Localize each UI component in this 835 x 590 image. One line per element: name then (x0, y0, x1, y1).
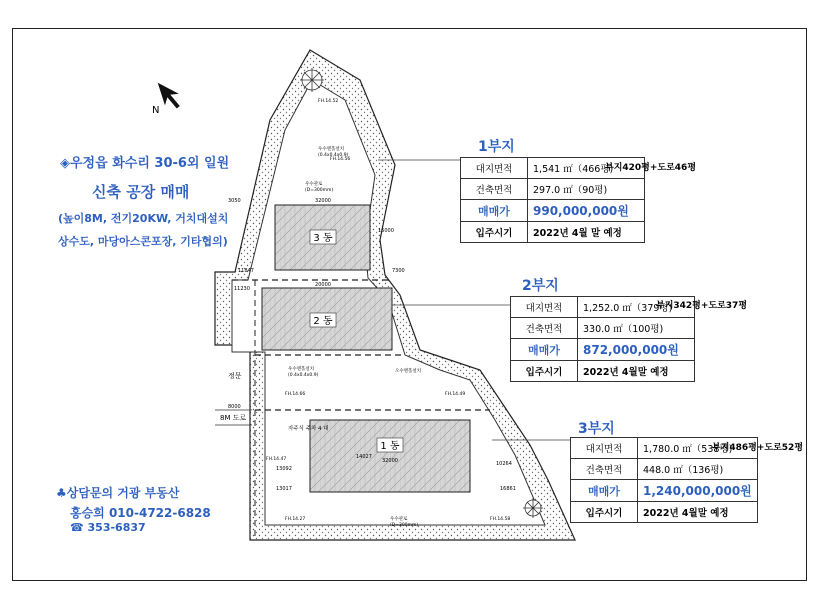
lot-val: 330.0 ㎡（100평) (578, 318, 695, 339)
dim-label: 16000 (378, 228, 394, 234)
lot-key: 건축면적 (571, 459, 638, 480)
lot-val: 1,541 ㎡（466평) (528, 158, 645, 179)
location-text: ◈우정읍 화수리 30-6외 일원 (60, 156, 230, 171)
office-phone: ☎ 353-6837 (70, 521, 146, 534)
dim-label: 10264 (496, 461, 512, 467)
plan-note: 우수맨홀설치 (318, 147, 345, 152)
plan-note: 우수맨홀설치 (288, 367, 315, 372)
building-1 (310, 420, 470, 492)
spec-line-1: (높이8M, 전기20KW, 거치대설치 (58, 212, 229, 225)
north-label: N (152, 105, 160, 116)
dim-label: 3050 (228, 198, 241, 204)
plan-note: (0.4x0.4x0.9) (318, 153, 349, 158)
parking-label: 자주식 주차 4 대 (288, 426, 329, 432)
road-label: 8M 도로 (220, 414, 247, 422)
plan-note: FH.14.47 (266, 457, 287, 462)
lot-val: 2022년 4월말 예정 (638, 502, 758, 523)
plan-note: FH.14.58 (490, 517, 511, 522)
lot-key: 매매가 (461, 200, 528, 222)
lot-2-title: 2부지 (522, 278, 559, 294)
spec-line-2: 상수도, 마당아스콘포장, 기타협의) (58, 235, 228, 248)
dim-label: 8000 (228, 404, 241, 410)
lot-val: 2022년 4월 말 예정 (528, 222, 645, 243)
lot-2-note: 부지342평+도로37평 (656, 301, 748, 311)
dim-label: 32000 (382, 458, 398, 464)
plan-note: 우수관로 (305, 182, 323, 187)
dim-label: 14027 (356, 454, 372, 460)
lot-key: 매매가 (511, 339, 578, 361)
plan-note: 우수관로 (390, 517, 408, 522)
plan-note: FH.14.27 (285, 517, 306, 522)
dim-label: 20000 (315, 282, 331, 288)
plan-note: FH.14.66 (285, 392, 306, 397)
lot-val: 297.0 ㎡（90평) (528, 179, 645, 200)
plan-note: 오수맨홀설치 (395, 369, 422, 374)
lot-val: 2022년 4월말 예정 (578, 361, 695, 382)
lot-price: 1,240,000,000원 (638, 480, 758, 502)
dim-label: 16861 (500, 486, 516, 492)
lot-key: 대지면적 (511, 297, 578, 318)
lot-price: 990,000,000원 (528, 200, 645, 222)
plan-note: (D=300mm) (390, 523, 419, 528)
lot-key: 대지면적 (461, 158, 528, 179)
lot-key: 건축면적 (461, 179, 528, 200)
lot-key: 건축면적 (511, 318, 578, 339)
dim-label: 13017 (276, 486, 292, 492)
dim-label: 7300 (392, 268, 405, 274)
lot-val: 448.0 ㎡（136평) (638, 459, 758, 480)
gate-label: 정문 (228, 372, 242, 380)
dim-label: 11847 (238, 268, 254, 274)
lot-3-note: 부지486평+도로52평 (712, 443, 804, 453)
lot-val: 1,780.0 ㎡（538평) (638, 438, 758, 459)
lot-3-title: 3부지 (578, 421, 615, 437)
dim-label: 13092 (276, 466, 292, 472)
plan-note: (D=300mm) (305, 188, 334, 193)
dim-label: 32000 (315, 198, 331, 204)
lot-key: 대지면적 (571, 438, 638, 459)
plan-note: (0.4x0.4x0.9) (288, 373, 319, 378)
lot-price: 872,000,000원 (578, 339, 695, 361)
lot-key: 입주시기 (461, 222, 528, 243)
plan-note: FH.14.56 (330, 157, 351, 162)
agency-name: ♣상담문의 거광 부동산 (56, 486, 180, 500)
lot-key: 입주시기 (571, 502, 638, 523)
lot-1-note: 부지420평+도로46평 (605, 163, 697, 173)
lot-key: 입주시기 (511, 361, 578, 382)
dim-label: 11230 (234, 286, 250, 292)
plan-note: FH.14.52 (318, 99, 339, 104)
building-2-label: 2 동 (313, 316, 333, 327)
lot-key: 매매가 (571, 480, 638, 502)
building-3-label: 3 동 (313, 233, 333, 244)
lot-1-title: 1부지 (478, 139, 515, 155)
lot-val: 1,252.0 ㎡（379평) (578, 297, 695, 318)
page-title: 신축 공장 매매 (92, 183, 190, 201)
plan-note: FH.14.49 (445, 392, 466, 397)
building-1-label: 1 동 (380, 441, 400, 452)
agent-contact: 홍승희 010-4722-6828 (70, 506, 211, 520)
